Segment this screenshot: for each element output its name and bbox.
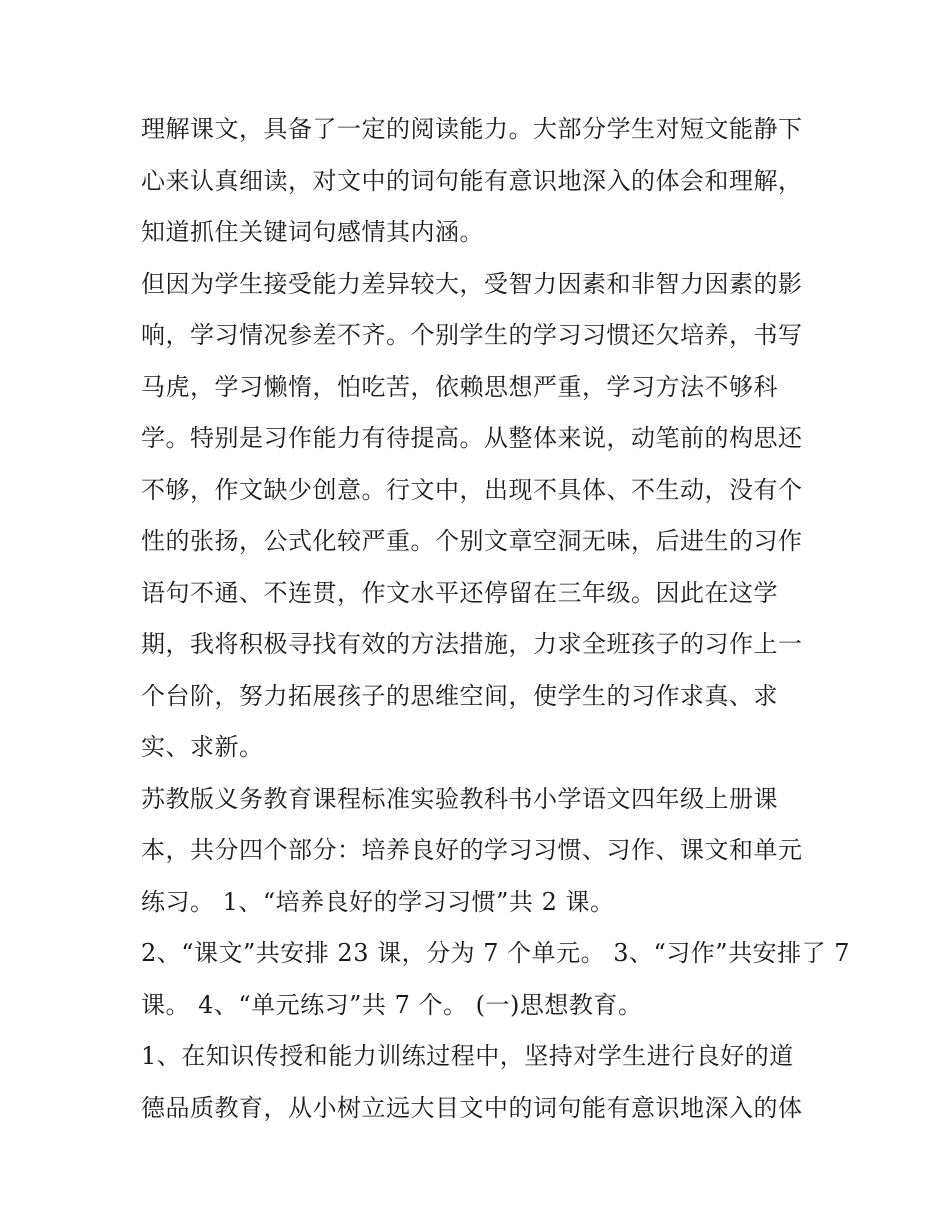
text-line: 课。 4、“单元练习”共 7 个。 (一)思想教育。 (141, 990, 643, 1019)
text-line: 语句不通、不连贯，作文水平还停留在三年级。因此在这学 (141, 578, 778, 607)
text-line: 知道抓住关键词句感情其内涵。 (141, 218, 484, 246)
text-line: 心来认真细读，对文中的词句能有意识地深入的体会和理解， (141, 166, 803, 195)
text-line: 理解课文，具备了一定的阅读能力。大部分学生对短文能静下 (141, 115, 803, 143)
text-line: 苏教版义务教育课程标准实验教科书小学语文四年级上册课 (141, 784, 778, 813)
text-line: 马虎，学习懒惰，怕吃苦，依赖思想严重，学习方法不够科 (141, 372, 778, 401)
paragraph-3 (141, 774, 821, 929)
paragraph-1 (141, 104, 821, 259)
paragraph-2 (141, 259, 821, 774)
text-line: 练习。 1、“培养良好的学习习惯”共 2 课。 (141, 887, 615, 916)
text-line: 性的张扬，公式化较严重。个别文章空洞无味，后进生的习作 (141, 527, 803, 555)
text-line: 实、求新。 (141, 733, 264, 761)
text-line: 本，共分四个部分：培养良好的学习习惯、习作、课文和单元 (141, 836, 803, 864)
text-line: 1、在知识传授和能力训练过程中，坚持对学生进行良好的道 (141, 1042, 794, 1070)
document-body (141, 104, 850, 1134)
text-line: 响，学习情况参差不齐。个别学生的学习习惯还欠培养，书写 (141, 321, 803, 349)
text-line: 但因为学生接受能力差异较大，受智力因素和非智力因素的影 (141, 269, 803, 298)
text-line: 学。特别是习作能力有待提高。从整体来说，动笔前的构思还 (141, 424, 803, 452)
text-line: 期，我将积极寻找有效的方法措施，力求全班孩子的习作上一 (141, 630, 803, 658)
text-line: 德品质教育，从小树立远大目文中的词句能有意识地深入的体 (141, 1093, 803, 1122)
text-line: 不够，作文缺少创意。行文中，出现不具体、不生动，没有个 (141, 475, 803, 504)
paragraph-4 (141, 928, 850, 1031)
paragraph-5 (141, 1031, 821, 1134)
text-line: 个台阶，努力拓展孩子的思维空间，使学生的习作求真、求 (141, 681, 778, 710)
text-line: 2、“课文”共安排 23 课，分为 7 个单元。 3、“习作”共安排了 7 (141, 939, 850, 967)
